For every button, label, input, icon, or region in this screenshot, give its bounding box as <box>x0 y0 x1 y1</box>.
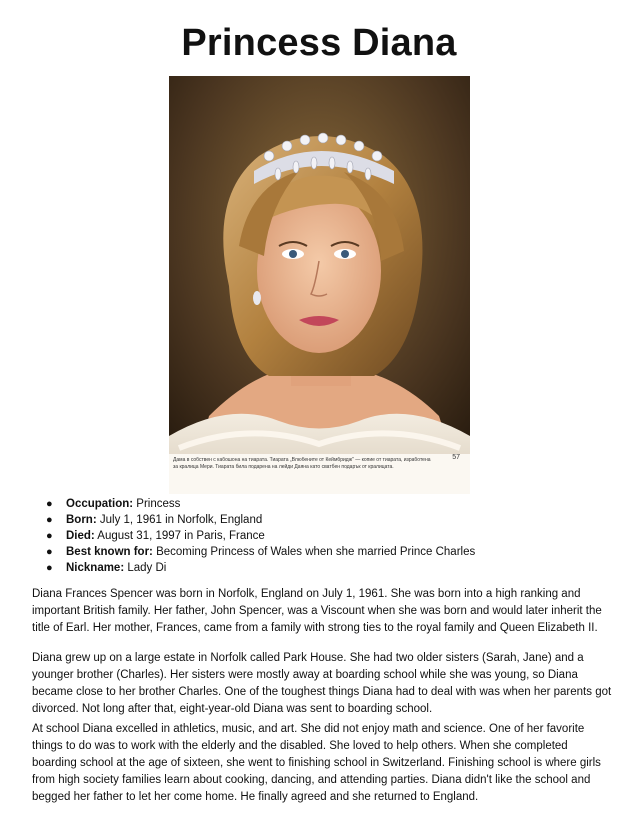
bullet-icon: ● <box>46 562 53 574</box>
fact-occupation <box>38 496 475 512</box>
fact-nickname <box>38 560 475 576</box>
portrait-photo <box>169 76 470 494</box>
portrait-illustration <box>169 76 470 494</box>
bullet-icon: ● <box>46 530 53 542</box>
bullet-icon: ● <box>46 514 53 526</box>
bullet-icon: ● <box>46 498 53 510</box>
fact-value: Lady Di <box>124 562 167 574</box>
fact-value: Princess <box>133 498 181 510</box>
fact-label: Nickname: <box>66 562 125 574</box>
fact-label: Died: <box>66 530 95 542</box>
fact-died <box>38 528 475 544</box>
fact-value: August 31, 1997 in Paris, France <box>94 530 265 542</box>
fact-value: Becoming Princess of Wales when she married Prince Charles <box>152 546 476 558</box>
fact-label: Occupation: <box>66 498 134 510</box>
fact-list <box>38 496 475 576</box>
paragraph-school: At school Diana excelled in athletics, music, and art. She did not enjoy math and science. One of her favorite things to do was to work with the elderly and the disabled. She loved to help others. When she completed boarding school at the age of sixteen, she went to finishing school in Switzerland. Finishing school is where girls from high society families learn about cooking, dancing, and attending parties. Diana didn't like the school and begged her father to let her come home. He finally agreed and she returned to England. <box>32 723 601 803</box>
paragraph-childhood: Diana grew up on a large estate in Norfolk called Park House. She had two older sisters (Sarah, Jane) and a younger brother (Charles). Her sisters were mostly away at boarding school while she was young, so Diana became close to her brother Charles. One of the toughest things Diana had to deal with was when her parents got divorced. Not long after that, eight-year-old Diana was sent to boarding school. <box>32 652 612 715</box>
page-title: Princess Diana <box>181 22 457 64</box>
fact-best-known-for <box>38 544 475 560</box>
fact-label: Born: <box>66 514 97 526</box>
fact-value: July 1, 1961 in Norfolk, England <box>96 514 263 526</box>
photo-page-number: 57 <box>452 454 460 461</box>
photo-caption: Дама в собствен с кабошона на тиарата. Тиарата „Влюбените от Кеймбридж" — копие от тиарата, изработена за кралица Мери. Тиарата била подарена на лейди Даяна като сватбен подарък от кралицата. <box>173 457 431 470</box>
fact-label: Best known for: <box>66 546 153 558</box>
fact-born <box>38 512 475 528</box>
paragraph-early-life: Diana Frances Spencer was born in Norfolk, England on July 1, 1961. She was born into a high ranking and important British family. Her father, John Spencer, was a Viscount when she was born and would later inherit the title of Earl. Her mother, Frances, came from a family with strong ties to the royal family and Queen Elizabeth II. <box>32 588 602 634</box>
bullet-icon: ● <box>46 546 53 558</box>
